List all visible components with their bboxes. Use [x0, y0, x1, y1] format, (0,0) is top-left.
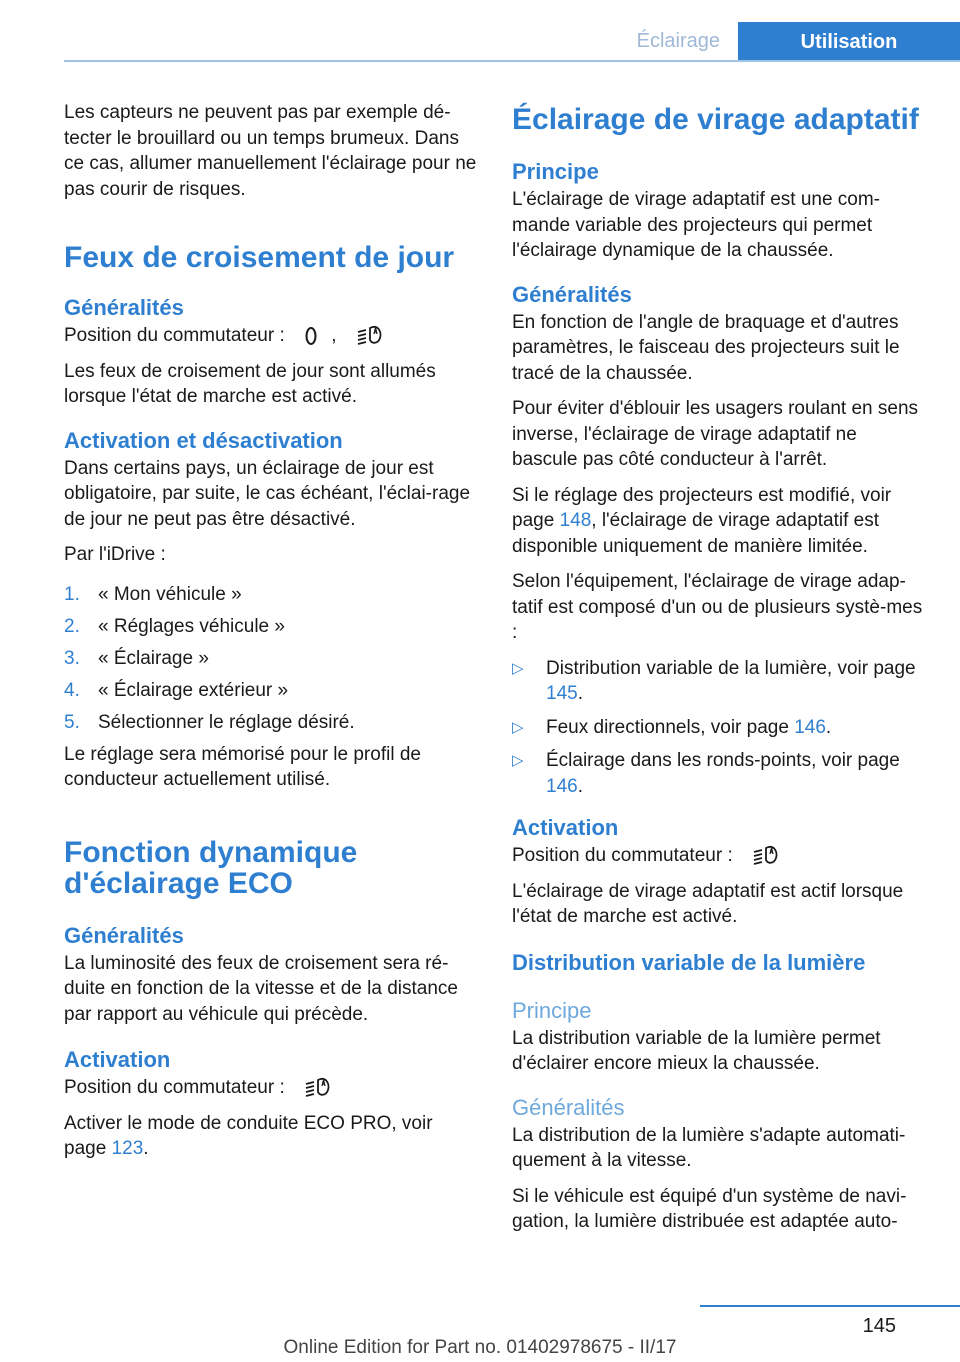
activation-position-line: Position du commutateur :	[512, 843, 927, 869]
triangle-bullet-icon: ▷	[512, 718, 524, 736]
general-paragraph-2: Pour éviter d'éblouir les usagers roulant en sens inverse, l'éclairage de virage adaptatif ne bascule pas côté conducteur à l'arrêt.	[512, 398, 919, 470]
triangle-bullet-icon: ▷	[512, 752, 524, 769]
principle-title: Principe	[512, 159, 599, 184]
page-link-123[interactable]: 123	[111, 1138, 144, 1159]
page-link-148[interactable]: 148	[559, 510, 592, 531]
vld-principle-body: La distribution variable de la lumière permet d'éclairer encore mieux la chaussée.	[512, 1027, 881, 1074]
drl-title: Feux de croisement de jour	[64, 241, 455, 274]
drl-general-title: Généralités	[64, 295, 184, 320]
activation-body: L'éclairage de virage adaptatif est actif lorsque l'état de marche est activé.	[512, 880, 904, 927]
drl-idrive-label: Par l'iDrive :	[64, 544, 166, 565]
vld-general-paragraph-2: Si le véhicule est équipé d'un système de navi-gation, la lumière distribuée est adaptée auto-	[512, 1185, 907, 1232]
list-item: 1. « Mon véhicule »	[64, 583, 242, 605]
systems-list	[512, 656, 927, 800]
drl-activation-title: Activation et désactivation	[64, 427, 343, 453]
drl-position-comma: ,	[331, 325, 337, 346]
light-switch-auto-icon	[356, 324, 384, 346]
eco-position-line: Position du commutateur :	[64, 1075, 480, 1101]
drl-memory-note: Le réglage sera mémorisé pour le profil de conducteur actuellement utilisé.	[64, 743, 421, 790]
triangle-bullet-icon: ▷	[512, 659, 524, 677]
drl-position-text: Position du commutateur :	[64, 325, 285, 346]
list-item: ▷ Feux directionnels, voir page 146.	[512, 715, 927, 741]
header-rule	[64, 60, 960, 62]
list-item: 5. Sélectionner le réglage désiré.	[64, 711, 355, 733]
list-item: 3. « Éclairage »	[64, 647, 209, 669]
light-switch-auto-icon	[752, 844, 780, 866]
vld-title: Distribution variable de la lumière	[512, 949, 866, 975]
header-tab: Utilisation	[738, 22, 960, 62]
vld-general-title: Généralités	[512, 1094, 625, 1120]
drl-activation-body: Dans certains pays, un éclairage de jour est obligatoire, par suite, le cas échéant, l'éclai-rage de jour ne peut pas être désactivé.	[64, 457, 471, 530]
general-paragraph-1: En fonction de l'angle de braquage et d'autres paramètres, le faisceau des projecteurs suit le tracé de la chaussée.	[512, 311, 900, 384]
list-item: 4. « Éclairage extérieur »	[64, 679, 289, 701]
light-switch-0-icon	[304, 326, 318, 346]
general-paragraph-3: Si le réglage des projecteurs est modifié, voir page 148, l'éclairage de virage adaptatif est disponible uniquement de manière limitée.	[512, 484, 892, 557]
list-item: ▷ Éclairage dans les ronds-points, voir page 146.	[512, 750, 900, 797]
light-switch-auto-icon	[304, 1076, 332, 1098]
eco-general-title: Généralités	[64, 922, 184, 948]
drl-position-line	[64, 323, 480, 349]
general-paragraph-4: Selon l'équipement, l'éclairage de virage adap-tatif est composé d'un ou de plusieurs systè-mes :	[512, 571, 923, 643]
principle-body: L'éclairage de virage adaptatif est une com-mande variable des projecteurs qui permet l'éclairage dynamique de la chaussée.	[512, 189, 881, 261]
general-title: Généralités	[512, 281, 632, 307]
eco-title: Fonction dynamique d'éclairage ECO	[64, 835, 358, 900]
eco-activation-title: Activation	[64, 1047, 171, 1072]
eco-activation-body: Activer le mode de conduite ECO PRO, voir page 123.	[64, 1112, 433, 1159]
list-item: 2. « Réglages véhicule »	[64, 615, 285, 637]
vld-principle-title: Principe	[512, 997, 592, 1023]
page-link-145[interactable]: 145	[546, 683, 578, 704]
page-number: 145	[862, 1315, 896, 1337]
eco-general-body: La luminosité des feux de croisement sera ré-duite en fonction de la vitesse et de la distance par rapport au véhicule qui précède.	[64, 952, 458, 1025]
right-column	[512, 100, 927, 1245]
idrive-steps-list	[64, 582, 480, 736]
list-item: ▷ Distribution variable de la lumière, voir page 145.	[512, 657, 916, 704]
header-section-label: Éclairage	[636, 30, 720, 52]
adaptive-title: Éclairage de virage adaptatif	[512, 103, 919, 136]
left-column	[64, 100, 480, 1172]
intro-paragraph: Les capteurs ne peuvent pas par exemple dé-tecter le brouillard ou un temps brumeux. Dans ce cas, allumer manuellement l'éclairage pour ne pas courir de risques.	[64, 102, 477, 200]
activation-title: Activation	[512, 815, 619, 840]
drl-general-body: Les feux de croisement de jour sont allumés lorsque l'état de marche est activé.	[64, 360, 436, 407]
footer-rule	[700, 1305, 960, 1307]
edition-footer: Online Edition for Part no. 01402978675 - II/17	[283, 1337, 677, 1358]
vld-general-paragraph-1: La distribution de la lumière s'adapte automati-quement à la vitesse.	[512, 1124, 906, 1171]
page-link-146[interactable]: 146	[546, 775, 578, 797]
page-link-146[interactable]: 146	[794, 716, 826, 738]
